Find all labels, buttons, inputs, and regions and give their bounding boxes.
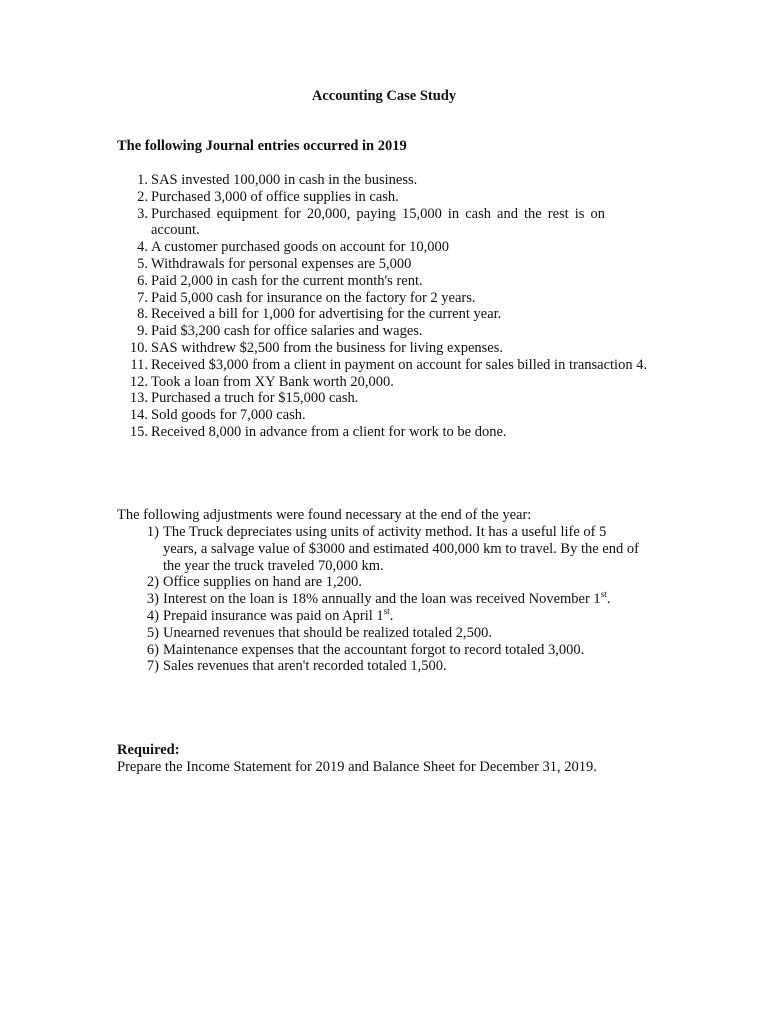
list-item-text bbox=[163, 591, 647, 608]
list-item-text: Purchased 3,000 of office supplies in cash. bbox=[151, 188, 399, 205]
list-item-text: Paid 2,000 in cash for the current month's rent. bbox=[151, 272, 423, 289]
document-title: Accounting Case Study bbox=[311, 88, 457, 104]
list-item bbox=[117, 524, 647, 574]
list-item-text: Purchased equipment for 20,000, paying 15,000 in cash and the rest is on account. bbox=[151, 205, 605, 239]
journal-entries-list bbox=[117, 172, 651, 441]
adjustments-intro: The following adjustments were found necessary at the end of the year: bbox=[117, 507, 532, 523]
list-item-text-end: . bbox=[606, 591, 611, 608]
list-item bbox=[117, 591, 647, 608]
list-item-number: 13. bbox=[129, 390, 148, 407]
list-item-text-main: Interest on the loan is 18% annually and the loan was received November 1 bbox=[163, 591, 601, 608]
list-item-text: Received $3,000 from a client in payment on account for sales billed in transaction 4. bbox=[151, 356, 648, 373]
list-item bbox=[117, 239, 651, 256]
list-item-text: Office supplies on hand are 1,200. bbox=[163, 574, 363, 591]
list-item-text: Sales revenues that aren't recorded totaled 1,500. bbox=[163, 658, 447, 675]
list-item bbox=[117, 407, 651, 424]
list-item-text: Received 8,000 in advance from a client for work to be done. bbox=[151, 423, 507, 440]
list-item bbox=[117, 306, 651, 323]
list-item-text: Purchased a truch for $15,000 cash. bbox=[151, 390, 359, 407]
list-item-text bbox=[163, 608, 647, 625]
list-item bbox=[117, 172, 651, 189]
list-item-text: Maintenance expenses that the accountant forgot to record totaled 3,000. bbox=[163, 641, 585, 658]
list-item bbox=[117, 273, 651, 290]
list-item-text: Withdrawals for personal expenses are 5,000 bbox=[151, 255, 412, 272]
list-item-number: 4) bbox=[146, 607, 159, 624]
list-item-number: 5. bbox=[137, 255, 148, 272]
list-item-text: Received a bill for 1,000 for advertising for the current year. bbox=[151, 306, 502, 323]
list-item bbox=[117, 424, 651, 441]
list-item-number: 7. bbox=[137, 289, 148, 306]
list-item bbox=[117, 658, 647, 675]
list-item bbox=[117, 340, 651, 357]
list-item bbox=[117, 189, 651, 206]
list-item-number: 12. bbox=[129, 373, 148, 390]
list-item-text: Sold goods for 7,000 cash. bbox=[151, 407, 306, 424]
list-item-number: 11. bbox=[130, 356, 148, 373]
list-item bbox=[117, 642, 647, 659]
list-item-number: 9. bbox=[137, 323, 148, 340]
list-item-number: 6. bbox=[137, 272, 148, 289]
ordinal-suffix: st bbox=[600, 589, 607, 600]
list-item-number: 4. bbox=[137, 239, 148, 256]
list-item-text-main: Prepaid insurance was paid on April 1 bbox=[163, 607, 384, 624]
adjustments-list bbox=[117, 524, 647, 675]
journal-heading: The following Journal entries occurred in 2019 bbox=[117, 138, 407, 154]
list-item-number: 3) bbox=[146, 591, 159, 608]
list-item-number: 2) bbox=[146, 574, 159, 591]
list-item bbox=[117, 323, 651, 340]
list-item-text: Took a loan from XY Bank worth 20,000. bbox=[151, 373, 394, 390]
list-item-number: 14. bbox=[129, 407, 148, 424]
list-item-number: 6) bbox=[146, 641, 159, 658]
list-item-number: 10. bbox=[129, 339, 148, 356]
list-item-number: 15. bbox=[129, 423, 148, 440]
list-item bbox=[117, 574, 647, 591]
list-item-number: 5) bbox=[146, 624, 159, 641]
list-item-number: 3. bbox=[137, 205, 148, 222]
list-item-number: 7) bbox=[146, 658, 159, 675]
ordinal-suffix: st bbox=[383, 606, 390, 617]
list-item-text: Unearned revenues that should be realized totaled 2,500. bbox=[163, 624, 492, 641]
required-heading: Required: bbox=[117, 742, 180, 758]
list-item-number: 1. bbox=[137, 172, 148, 188]
list-item bbox=[117, 625, 647, 642]
list-item bbox=[117, 290, 651, 307]
list-item-text: SAS invested 100,000 in cash in the business. bbox=[151, 172, 418, 188]
list-item-text: Paid $3,200 cash for office salaries and wages. bbox=[151, 323, 423, 340]
list-item-number: 8. bbox=[137, 306, 148, 323]
list-item-text: SAS withdrew $2,500 from the business for living expenses. bbox=[151, 339, 503, 356]
list-item bbox=[117, 374, 651, 391]
list-item-text-end: . bbox=[389, 607, 394, 624]
list-item bbox=[117, 357, 651, 374]
list-item-number: 2. bbox=[137, 188, 148, 205]
list-item bbox=[117, 256, 651, 273]
list-item-text: The Truck depreciates using units of activity method. It has a useful life of 5 years, a salvage value of $3000 and estimated 400,000 km to travel. By the end of the year the truck traveled 70,000 km. bbox=[163, 524, 639, 574]
list-item bbox=[117, 206, 651, 240]
list-item bbox=[117, 390, 651, 407]
list-item bbox=[117, 608, 647, 625]
required-text: Prepare the Income Statement for 2019 and Balance Sheet for December 31, 2019. bbox=[117, 759, 597, 775]
list-item-text: A customer purchased goods on account for 10,000 bbox=[151, 239, 449, 256]
list-item-number: 1) bbox=[146, 524, 159, 540]
list-item-text: Paid 5,000 cash for insurance on the factory for 2 years. bbox=[151, 289, 476, 306]
